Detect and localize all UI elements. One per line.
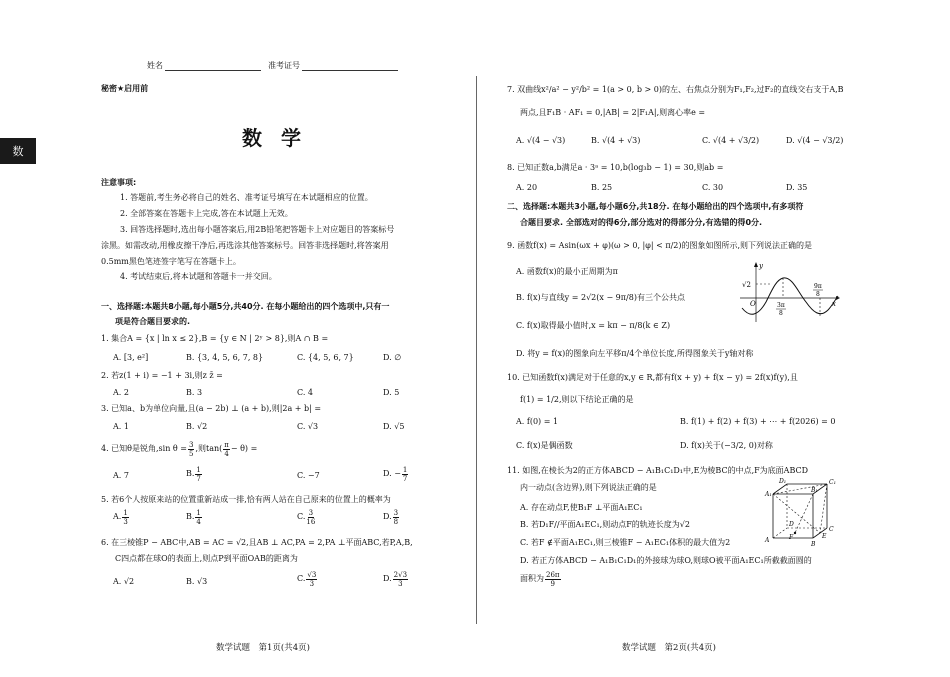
x-tick-9pi-num: 9π (814, 283, 822, 290)
label-c1: C₁ (829, 479, 836, 486)
q11-stem: 11. 如图,在棱长为2的正方体ABCD − A₁B₁C₁D₁中,E为棱BC的中点,F为底面ABCD (507, 466, 809, 475)
segment-b1f (795, 494, 813, 533)
q3-stem: 3. 已知a、b为单位向量,且(a − 2b) ⊥ (a + b),则|2a + b| = (101, 404, 322, 413)
q6-stem-cont: C四点都在球O的表面上,则点P到平面OAB的距离为 (115, 554, 298, 563)
q7-option-c: C. √(4 + √3/2) (702, 136, 760, 145)
note-item: 0.5mm黑色笔迹签字笔写在答题卡上。 (101, 257, 241, 266)
q10-option-c: C. f(x)是偶函数 (516, 441, 573, 450)
q8-option-a: A. 20 (516, 183, 538, 192)
x-tick-3pi-den: 8 (779, 310, 783, 317)
segment-a1c1 (773, 484, 827, 494)
exam-number-field (268, 60, 398, 71)
name-label: 姓名 (147, 61, 163, 70)
q7-option-a: A. √(4 − √3) (516, 136, 566, 145)
name-underline (165, 62, 261, 71)
footer-page-1: 数学试题 第1页(共4页) (216, 643, 310, 653)
q11-stem-cont: 内一动点(含边界),则下列说法正确的是 (520, 483, 657, 492)
q1-stem: 1. 集合A = {x | ln x ≤ 2},B = {y ∈ N | 2ʸ > 8},则A ∩ B = (101, 334, 329, 343)
q11-option-d-cont: 面积为 $\frac{26\pi}{9}$ (520, 570, 560, 588)
q7-stem-cont: 两点,且F₁B · AF₁ = 0,|AB| = 2|F₁A|,则离心率e = (520, 108, 706, 117)
q6-option-c: C. $\frac{√3}{3}$ (297, 570, 317, 588)
q2-option-a: A. 2 (113, 388, 129, 397)
q9-option-c: C. f(x)取得最小值时,x = kπ − π/8(k ∈ Z) (516, 321, 671, 330)
q2-stem: 2. 若z(1 + i) = −1 + 3i,则z z̄ = (101, 371, 223, 380)
q4-stem: 4. 已知θ是锐角,sin θ = $\frac{3}{5}$ ,则tan( $\frac{\pi}{4}$ − θ) = (101, 440, 258, 458)
q2-option-d: D. 5 (383, 388, 400, 397)
edge-ad (773, 528, 787, 538)
note-item: 1. 答题前,考生务必将自己的姓名、准考证号填写在本试题相应的位置。 (120, 193, 373, 202)
confidential-label: 秘密★启用前 (101, 84, 149, 93)
q3-option-c: C. √3 (297, 422, 319, 431)
q10-stem: 10. 已知函数f(x)满足对于任意的x,y ∈ R,都有f(x + y) + f(x − y) = 2f(x)f(y),且 (507, 373, 798, 382)
footer-page-2: 数学试题 第2页(共4页) (622, 643, 716, 653)
q9-stem: 9. 函数f(x) = Asin(ωx + φ)(ω > 0, |φ| < π/2)的图象如图所示,则下列说法正确的是 (507, 241, 813, 250)
q5-option-d: D. $\frac{3}{8}$ (383, 508, 399, 526)
q7-option-d: D. √(4 − √3/2) (786, 136, 844, 145)
q10-stem-cont: f(1) = 1/2,则以下结论正确的是 (520, 395, 634, 404)
q4-option-c: C. −7 (297, 471, 320, 480)
q5-stem: 5. 若6个人按原来站的位置重新站成一排,恰有两人站在自己原来的位置上的概率为 (101, 495, 391, 504)
q9-option-d: D. 将y = f(x)的图象向左平移π/4个单位长度,所得图象关于y轴对称 (516, 349, 754, 358)
label-d1: D₁ (779, 478, 787, 485)
label-e: E (822, 533, 827, 540)
edge-a1d1 (773, 484, 787, 494)
label-b: B (811, 541, 816, 548)
exam-number-label: 准考证号 (268, 61, 300, 70)
q5-option-c: C. $\frac{3}{16}$ (297, 508, 316, 526)
segment-c1e (820, 484, 827, 533)
q8-option-c: C. 30 (702, 183, 724, 192)
q11-option-c: C. 若F ∉平面A₁EC₁,则三棱锥F − A₁EC₁体积的最大值为2 (520, 538, 731, 547)
section1-heading: 一、选择题:本题共8小题,每小题5分,共40分. 在每小题给出的四个选项中,只有一 (101, 302, 390, 311)
q5-option-a: A. $\frac{1}{3}$ (113, 508, 128, 526)
q1-option-c: C. {4, 5, 6, 7} (297, 353, 354, 362)
q9-option-a: A. 函数f(x)的最小正周期为π (516, 267, 618, 276)
label-d: D (789, 521, 794, 528)
q10-option-b: B. f(1) + f(2) + f(3) + ⋯ + f(2026) = 0 (680, 417, 836, 426)
label-b1: B₁ (811, 487, 818, 494)
page-title: 数 学 (242, 126, 307, 150)
y-tick-label: √2 (742, 281, 751, 289)
name-field (147, 60, 261, 71)
section2-heading: 二、选择题:本题共3小题,每小题6分,共18分. 在每小题给出的四个选项中,有多项符 (507, 202, 804, 211)
q11-option-d: D. 若正方体ABCD − A₁B₁C₁D₁的外接球为球O,则球O被平面A₁EC₁所截截面圆的 (520, 556, 812, 565)
label-a: A (765, 537, 770, 544)
x-tick-9pi-den: 8 (816, 291, 820, 298)
page-divider (476, 76, 477, 624)
q5-option-b: B. $\frac{1}{4}$ (186, 508, 201, 526)
q7-stem: 7. 双曲线x²/a² − y²/b² = 1(a > 0, b > 0)的左、右焦点分别为F₁,F₂,过F₂的直线交右支于A,B (507, 85, 844, 94)
q2-option-c: C. 4 (297, 388, 314, 397)
sine-curve (742, 278, 838, 314)
section1-heading-cont: 项是符合题目要求的. (115, 317, 191, 326)
q6-stem: 6. 在三棱锥P − ABC中,AB = AC = √2,且AB ⊥ AC,PA = 2,PA ⊥平面ABC,若P,A,B, (101, 538, 413, 547)
q4-sin-fraction: $\frac{3}{5}$ (188, 440, 194, 458)
q10-option-d: D. f(x)关于(−3/2, 0)对称 (680, 441, 773, 450)
q1-option-a: A. [3, e²] (113, 353, 149, 362)
note-item: 3. 回答选择题时,选出每小题答案后,用2B铅笔把答题卡上对应题目的答案标号 (120, 225, 395, 234)
y-axis-label: y (759, 262, 763, 270)
q3-option-a: A. 1 (113, 422, 129, 431)
q6-option-a: A. √2 (113, 577, 135, 586)
q6-option-b: B. √3 (186, 577, 208, 586)
q10-option-a: A. f(0) = 1 (516, 417, 559, 426)
q8-stem: 8. 已知正数a,b满足a · 3ᵃ = 10,b(log₃b − 1) = 30,则ab = (507, 163, 724, 172)
note-item: 涂黑。如需改动,用橡皮擦干净后,再选涂其他答案标号。回答非选择题时,将答案用 (101, 241, 389, 250)
q7-option-b: B. √(4 + √3) (591, 136, 641, 145)
q1-option-d: D. ∅ (383, 353, 402, 362)
q8-option-d: D. 35 (786, 183, 808, 192)
q9-option-b: B. f(x)与直线y = 2√2(x − 9π/8)有三个公共点 (516, 293, 685, 302)
q4-option-d: D. − $\frac{1}{7}$ (383, 465, 408, 483)
note-item: 2. 全部答案在答题卡上完成,答在本试题上无效。 (120, 209, 293, 218)
q4-option-b: B. $\frac{1}{7}$ (186, 465, 201, 483)
q1-option-b: B. {3, 4, 5, 6, 7, 8} (186, 353, 264, 362)
q8-option-b: B. 25 (591, 183, 613, 192)
section2-heading-cont: 合题目要求. 全部选对的得6分,部分选对的得部分分,有选错的得0分. (520, 218, 763, 227)
x-axis-label: x (832, 300, 836, 308)
q4-pi-fraction: $\frac{\pi}{4}$ (224, 440, 229, 458)
origin-label: O (750, 300, 756, 308)
q3-option-b: B. √2 (186, 422, 208, 431)
y-axis-arrow (754, 262, 758, 267)
note-item: 4. 考试结束后,将本试题和答题卡一并交回。 (120, 272, 277, 281)
q11-cube-figure (765, 478, 843, 550)
q2-option-b: B. 3 (186, 388, 203, 397)
notes-heading: 注意事项: (101, 178, 137, 187)
q6-option-d: D. $\frac{2√3}{3}$ (383, 570, 408, 588)
q9-sine-graph (740, 262, 840, 322)
subject-side-tab: 数 (0, 138, 36, 164)
point-f (794, 532, 796, 534)
q11-option-a: A. 存在动点F,使B₁F ⊥平面A₁EC₁ (520, 503, 643, 512)
q11-option-b: B. 若D₁F//平面A₁EC₁,则动点F的轨迹长度为√2 (520, 520, 690, 529)
label-a1: A₁ (765, 491, 772, 498)
label-c: C (829, 526, 834, 533)
q4-option-a: A. 7 (113, 471, 129, 480)
exam-number-underline (302, 62, 398, 71)
label-f: F (789, 534, 794, 541)
q3-option-d: D. √5 (383, 422, 405, 431)
x-tick-3pi-num: 3π (777, 302, 785, 309)
